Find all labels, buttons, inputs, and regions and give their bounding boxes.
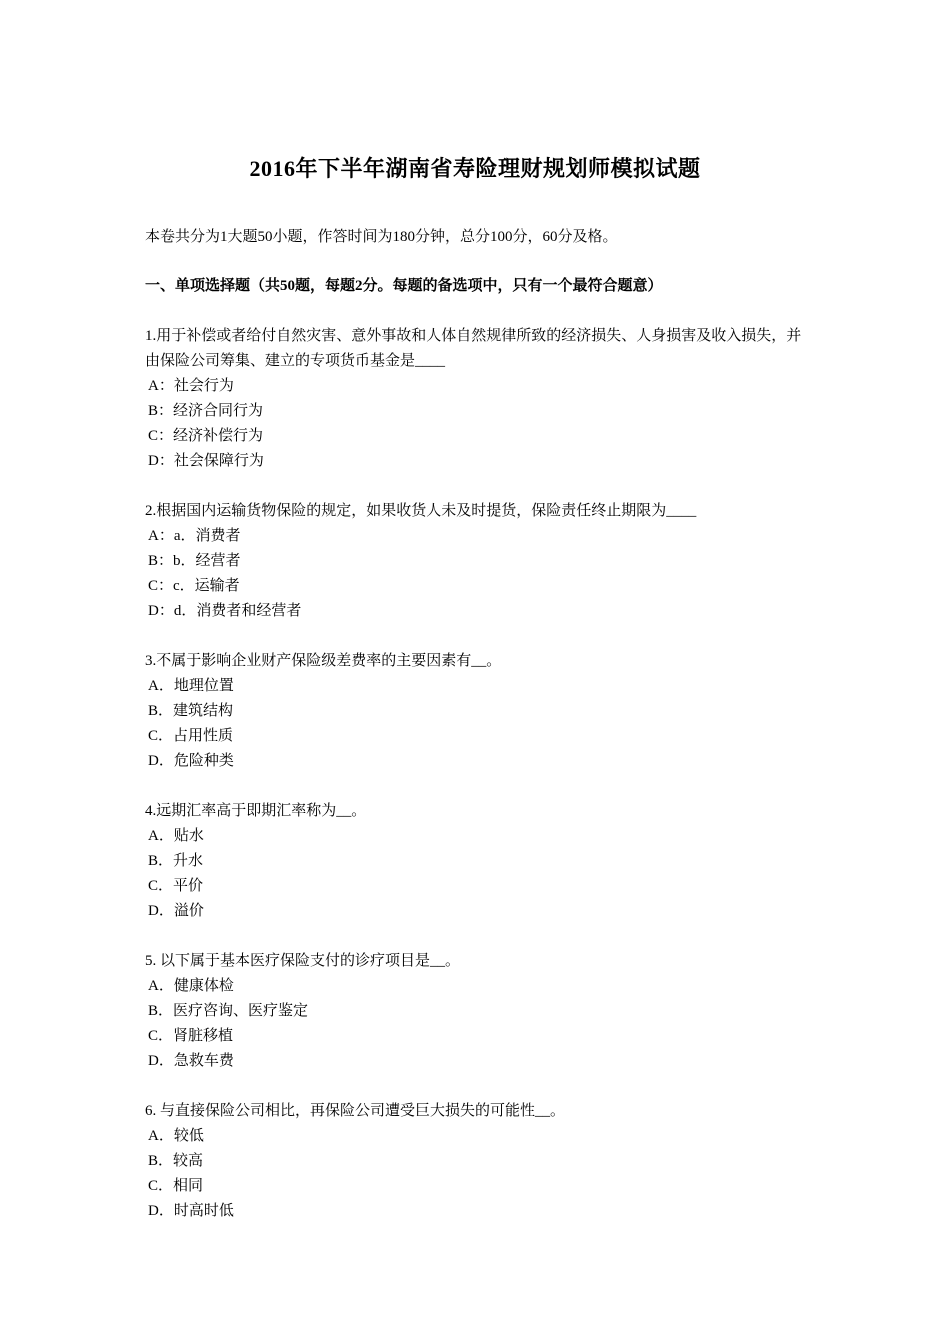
option-c: C．平价 xyxy=(148,878,204,894)
option-c: C．相同 xyxy=(148,1178,204,1194)
question-3 xyxy=(145,649,810,774)
option-d: D．急救车费 xyxy=(148,1053,234,1069)
question-6 xyxy=(145,1099,810,1224)
option-c: C：经济补偿行为 xyxy=(148,428,264,444)
question-stem: 1.用于补偿或者给付自然灾害、意外事故和人体自然规律所致的经济损失、人身损害及收入损失，并由保险公司筹集、建立的专项货币基金是____ xyxy=(145,328,802,369)
option-d: D．时高时低 xyxy=(148,1203,234,1219)
section-heading: 一、单项选择题（共50题，每题2分。每题的备选项中，只有一个最符合题意） xyxy=(145,278,663,294)
option-d: D．溢价 xyxy=(148,903,204,919)
option-b: B．较高 xyxy=(148,1153,204,1169)
document-title: 2016年下半年湖南省寿险理财规划师模拟试题 xyxy=(249,156,701,181)
option-a: A：a．消费者 xyxy=(148,528,241,544)
option-c: C．占用性质 xyxy=(148,728,234,744)
option-b: B．建筑结构 xyxy=(148,703,234,719)
question-5 xyxy=(145,949,810,1074)
question-stem: 3.不属于影响企业财产保险级差费率的主要因素有__。 xyxy=(145,653,502,669)
option-b: B：经济合同行为 xyxy=(148,403,264,419)
question-list xyxy=(145,324,810,1249)
option-b: B．医疗咨询、医疗鉴定 xyxy=(148,1003,309,1019)
option-b: B：b．经营者 xyxy=(148,553,241,569)
option-d: D：社会保障行为 xyxy=(148,453,264,469)
option-a: A．地理位置 xyxy=(148,678,234,694)
option-a: A．贴水 xyxy=(148,828,204,844)
question-stem: 4.远期汇率高于即期汇率称为__。 xyxy=(145,803,367,819)
option-d: D．危险种类 xyxy=(148,753,234,769)
question-2 xyxy=(145,499,810,624)
question-stem: 6. 与直接保险公司相比，再保险公司遭受巨大损失的可能性__。 xyxy=(145,1103,566,1119)
option-a: A：社会行为 xyxy=(148,378,234,394)
option-a: A．较低 xyxy=(148,1128,204,1144)
question-1 xyxy=(145,324,810,474)
option-a: A．健康体检 xyxy=(148,978,234,994)
option-c: C．肾脏移植 xyxy=(148,1028,234,1044)
question-stem: 2.根据国内运输货物保险的规定，如果收货人未及时提货，保险责任终止期限为____ xyxy=(145,503,697,519)
question-stem: 5. 以下属于基本医疗保险支付的诊疗项目是__。 xyxy=(145,953,461,969)
exam-intro: 本卷共分为1大题50小题，作答时间为180分钟，总分100分，60分及格。 xyxy=(145,229,618,245)
option-b: B．升水 xyxy=(148,853,204,869)
option-d: D：d．消费者和经营者 xyxy=(148,603,302,619)
option-c: C：c．运输者 xyxy=(148,578,240,594)
question-4 xyxy=(145,799,810,924)
